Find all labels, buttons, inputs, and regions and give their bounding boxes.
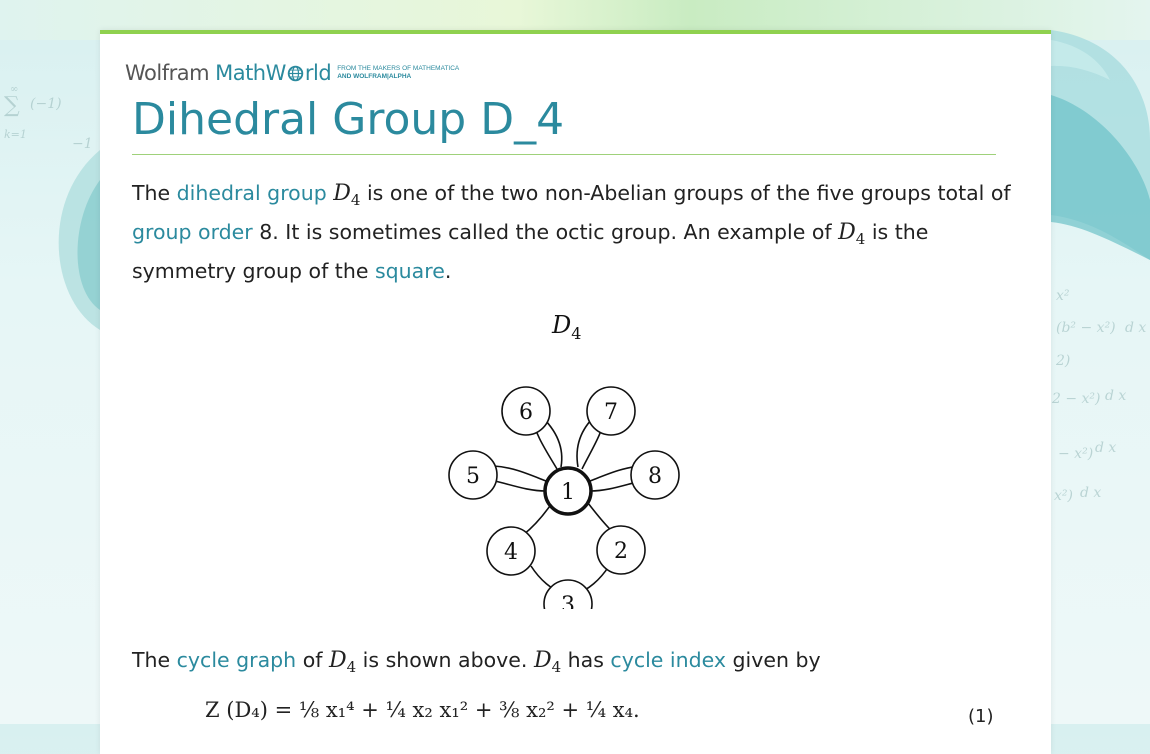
symbol-letter: D [333, 181, 351, 206]
tagline-line2: AND WOLFRAM|ALPHA [337, 73, 412, 80]
logo-mathworld-text [215, 61, 331, 85]
graph-node [487, 527, 535, 575]
svg-text:d x: d x [1105, 388, 1127, 404]
text-segment: is the symmetry group of the [132, 220, 929, 283]
article-card [100, 30, 1051, 754]
graph-node [597, 526, 645, 574]
graph-node [502, 387, 550, 435]
symbol-subscript: 4 [855, 230, 866, 248]
node-label: 5 [466, 464, 480, 489]
node-label: 1 [561, 480, 575, 505]
text-segment: 8. It is sometimes called the octic group. An example of [252, 220, 839, 244]
text-segment: The [132, 181, 177, 205]
symbol-d4 [533, 648, 562, 676]
cycle-graph-figure [440, 309, 700, 609]
text-segment: is one of the two non-Abelian groups of the five groups total of [360, 181, 1011, 205]
symbol-d4 [333, 181, 361, 209]
figure-label-letter: D [552, 311, 572, 339]
graph-node [544, 580, 592, 609]
graph-node [587, 387, 635, 435]
left-surface-shape [59, 150, 100, 330]
graph-nodes [449, 387, 679, 609]
symbol-d4 [838, 220, 866, 248]
link-cycle-graph[interactable]: cycle graph [176, 648, 297, 672]
svg-text:(b² − x²): (b² − x²) [1056, 320, 1116, 336]
text-segment: given by [726, 648, 821, 672]
logo-mathworld-suffix: rld [304, 61, 332, 85]
svg-text:d x: d x [1080, 485, 1102, 501]
text-segment: The [132, 648, 177, 672]
symbol-subscript: 4 [346, 658, 357, 676]
graph-node [449, 451, 497, 499]
page-title: Dihedral Group D_4 [132, 94, 565, 145]
symbol-subscript: 4 [350, 191, 361, 209]
symbol-subscript: 4 [551, 658, 562, 676]
symbol-letter: D [533, 648, 552, 673]
cycle-paragraph [132, 641, 1012, 680]
text-segment: has [561, 648, 611, 672]
svg-text:x²: x² [1056, 288, 1070, 304]
svg-text:∑: ∑ [4, 93, 20, 118]
svg-text:d x: d x [1095, 440, 1117, 456]
svg-text:d x: d x [1125, 320, 1147, 336]
right-surface-shape [1051, 30, 1150, 260]
symbol-letter: D [838, 220, 856, 245]
node-label: 4 [504, 540, 518, 565]
svg-text:−1: −1 [72, 136, 93, 152]
figure-label-subscript: 4 [571, 324, 582, 343]
link-group-order[interactable]: group order [132, 220, 253, 244]
cycle-graph-diagram [440, 309, 700, 609]
svg-text:2 − x²): 2 − x²) [1052, 391, 1101, 407]
title-divider [132, 154, 996, 155]
logo-tagline [337, 65, 459, 81]
node-label: 3 [561, 593, 575, 609]
svg-text:x²): x²) [1054, 488, 1073, 504]
graph-node [631, 451, 679, 499]
cycle-index-equation: Z (D₄) = ⅛ x₁⁴ + ¼ x₂ x₁² + ⅜ x₂² + ¼ x₄. [205, 698, 640, 722]
link-dihedral-group[interactable]: dihedral group [176, 181, 327, 205]
equation-number: (1) [968, 706, 994, 727]
node-label: 8 [648, 464, 662, 489]
svg-text:(−1): (−1) [30, 96, 62, 112]
symbol-letter: D [328, 648, 347, 673]
svg-text:∞: ∞ [10, 84, 19, 95]
text-segment: is shown above. [356, 648, 534, 672]
symbol-d4 [328, 648, 357, 676]
graph-node [545, 468, 591, 514]
tagline-line1: FROM THE MAKERS OF MATHEMATICA [337, 65, 460, 72]
text-segment: of [296, 648, 329, 672]
link-square[interactable]: square [374, 259, 445, 283]
figure-label [552, 311, 582, 343]
link-cycle-index[interactable]: cycle index [610, 648, 727, 672]
intro-paragraph [132, 174, 1012, 291]
svg-text:2): 2) [1056, 353, 1071, 369]
svg-text:k=1: k=1 [4, 128, 27, 141]
svg-text:− x²): − x²) [1058, 446, 1094, 462]
node-label: 7 [604, 400, 618, 425]
globe-icon [287, 65, 304, 82]
logo-wolfram-text: Wolfram [125, 61, 210, 85]
text-segment: . [444, 259, 452, 283]
node-label: 2 [614, 539, 628, 564]
node-label: 6 [519, 400, 533, 425]
site-logo[interactable] [125, 60, 459, 86]
logo-mathworld-prefix: MathW [215, 61, 286, 85]
